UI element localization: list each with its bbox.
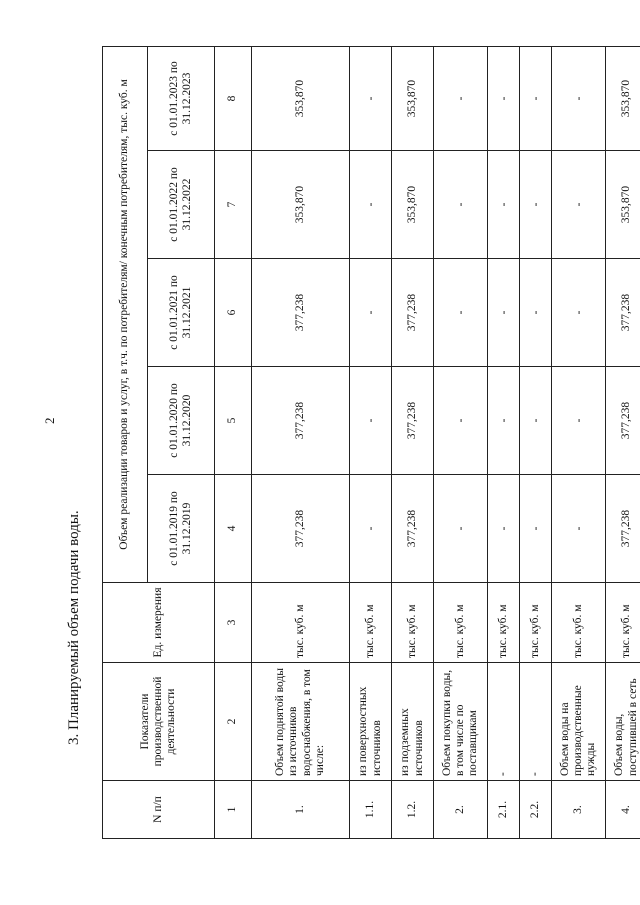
row-value: - xyxy=(434,475,488,583)
row-unit: тыс. куб. м xyxy=(606,583,640,663)
row-value: - xyxy=(350,367,392,475)
row-num: 4. xyxy=(606,781,640,839)
table-row xyxy=(552,46,606,838)
column-number: 2 xyxy=(215,663,252,781)
row-value: 377,238 xyxy=(606,259,640,367)
header-num: N п/п xyxy=(103,781,215,839)
table-row xyxy=(606,46,640,838)
water-supply-volume-table xyxy=(102,46,640,839)
table-row xyxy=(350,46,392,838)
row-value: 377,238 xyxy=(606,475,640,583)
row-num: 2.2. xyxy=(520,781,552,839)
header-period: с 01.01.2023 по 31.12.2023 xyxy=(148,46,215,150)
section-title: 3. Планируемый объем подачи воды. xyxy=(66,510,82,745)
row-value: - xyxy=(552,367,606,475)
row-num: 1.2. xyxy=(392,781,434,839)
row-indicator: Объем воды, поступившей в сеть xyxy=(606,663,640,781)
row-value: 377,238 xyxy=(392,259,434,367)
row-value: - xyxy=(520,259,552,367)
row-unit: тыс. куб. м xyxy=(350,583,392,663)
table-body xyxy=(252,46,640,838)
row-value: - xyxy=(488,475,520,583)
page-number: 2 xyxy=(42,417,57,424)
row-num: 2.1. xyxy=(488,781,520,839)
table-row xyxy=(488,46,520,838)
row-value: 377,238 xyxy=(252,259,350,367)
row-indicator: Объем покупки воды, в том числе по поставщикам xyxy=(434,663,488,781)
row-value: - xyxy=(434,46,488,150)
column-number: 6 xyxy=(215,259,252,367)
row-unit: тыс. куб. м xyxy=(520,583,552,663)
column-number: 8 xyxy=(215,46,252,150)
header-period: с 01.01.2019 по 31.12.2019 xyxy=(148,475,215,583)
row-value: - xyxy=(552,475,606,583)
header-indicator: Показатели производственной деятельности xyxy=(103,663,215,781)
header-period: с 01.01.2021 по 31.12.2021 xyxy=(148,259,215,367)
row-value: - xyxy=(350,475,392,583)
row-value: 377,238 xyxy=(252,475,350,583)
row-value: - xyxy=(350,46,392,150)
column-number: 5 xyxy=(215,367,252,475)
row-value: 353,870 xyxy=(392,151,434,259)
row-value: - xyxy=(488,46,520,150)
row-value: - xyxy=(434,151,488,259)
row-indicator: из подземных источников xyxy=(392,663,434,781)
header-unit: Ед. измерения xyxy=(103,583,215,663)
row-num: 1.1. xyxy=(350,781,392,839)
row-value: - xyxy=(520,46,552,150)
row-indicator: Объем воды на производственные нужды xyxy=(552,663,606,781)
row-indicator: - xyxy=(488,663,520,781)
column-number: 7 xyxy=(215,151,252,259)
header-period: с 01.01.2022 по 31.12.2022 xyxy=(148,151,215,259)
row-unit: тыс. куб. м xyxy=(488,583,520,663)
row-value: 377,238 xyxy=(252,367,350,475)
row-indicator: - xyxy=(520,663,552,781)
row-value: - xyxy=(520,475,552,583)
column-number: 1 xyxy=(215,781,252,839)
row-value: 353,870 xyxy=(606,46,640,150)
table-row xyxy=(392,46,434,838)
row-value: - xyxy=(488,367,520,475)
row-num: 2. xyxy=(434,781,488,839)
header-row xyxy=(103,46,148,838)
row-value: 353,870 xyxy=(606,151,640,259)
row-num: 1. xyxy=(252,781,350,839)
row-indicator: Объем поднятой воды из источников водоснабжения, в том числе: xyxy=(252,663,350,781)
row-value: - xyxy=(552,46,606,150)
header-group: Объем реализации товаров и услуг, в т.ч. по потребителям/ конечным потребителям, тыс. куб. м xyxy=(103,46,148,582)
row-value: 377,238 xyxy=(392,475,434,583)
row-indicator: из поверхностных источников xyxy=(350,663,392,781)
column-number: 4 xyxy=(215,475,252,583)
table-row xyxy=(434,46,488,838)
row-value: - xyxy=(350,259,392,367)
row-unit: тыс. куб. м xyxy=(434,583,488,663)
row-unit: тыс. куб. м xyxy=(552,583,606,663)
row-value: 353,870 xyxy=(252,46,350,150)
header-period: с 01.01.2020 по 31.12.2020 xyxy=(148,367,215,475)
row-value: - xyxy=(488,151,520,259)
column-number-row xyxy=(215,46,252,838)
row-value: - xyxy=(488,259,520,367)
row-value: - xyxy=(350,151,392,259)
row-value: 353,870 xyxy=(392,46,434,150)
table-row xyxy=(252,46,350,838)
column-number: 3 xyxy=(215,583,252,663)
row-value: - xyxy=(520,151,552,259)
row-num: 3. xyxy=(552,781,606,839)
row-unit: тыс. куб. м xyxy=(252,583,350,663)
row-value: - xyxy=(552,151,606,259)
row-value: - xyxy=(434,367,488,475)
row-unit: тыс. куб. м xyxy=(392,583,434,663)
row-value: - xyxy=(520,367,552,475)
row-value: 353,870 xyxy=(252,151,350,259)
row-value: - xyxy=(552,259,606,367)
table-row xyxy=(520,46,552,838)
row-value: 377,238 xyxy=(392,367,434,475)
row-value: - xyxy=(434,259,488,367)
row-value: 377,238 xyxy=(606,367,640,475)
